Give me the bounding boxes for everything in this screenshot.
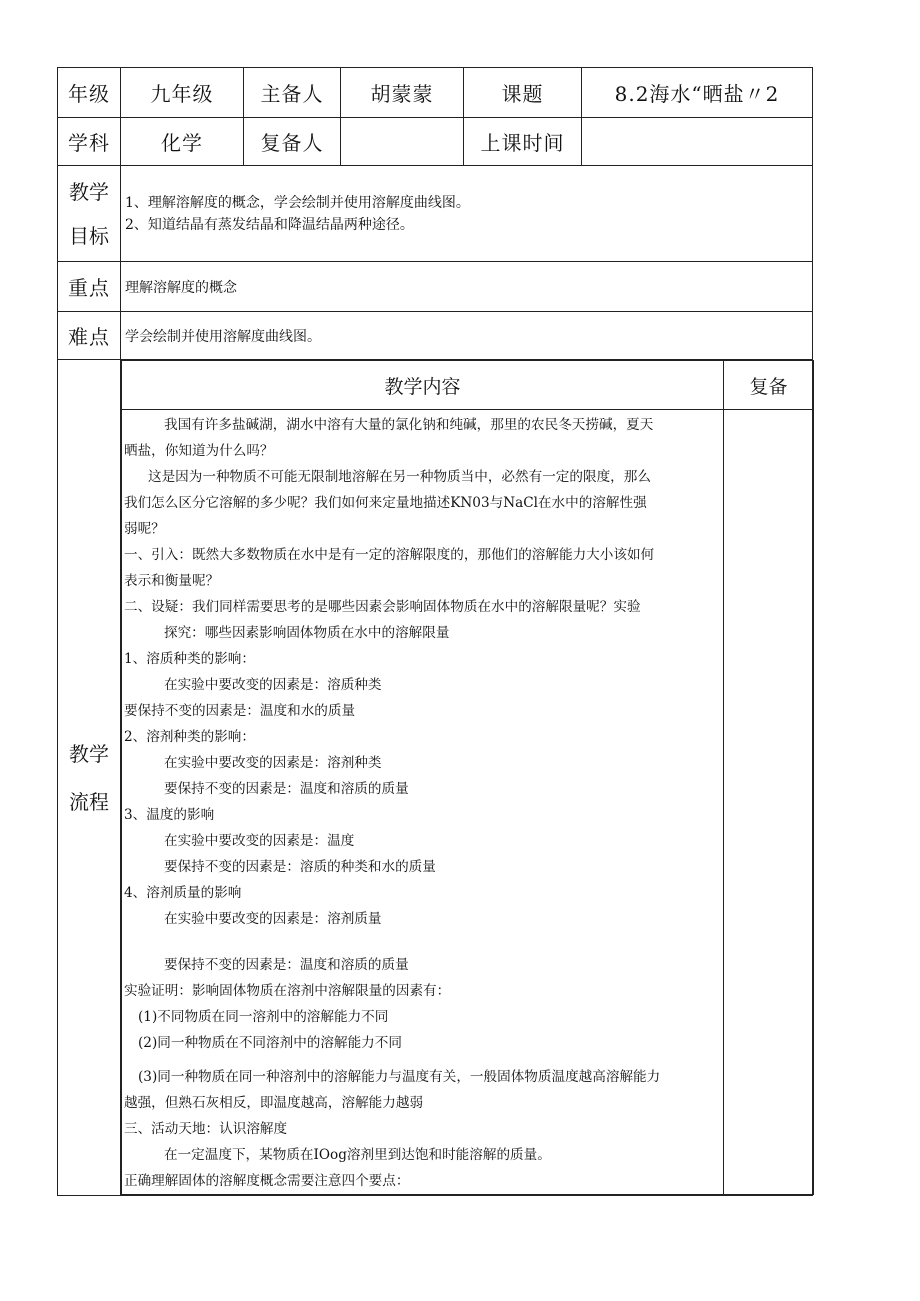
review-column — [724, 410, 814, 1195]
review-header: 复备 — [724, 361, 814, 410]
grade-value: 九年级 — [121, 68, 244, 118]
content-line: 在实验中要改变的因素是：溶剂质量 — [164, 911, 382, 927]
content-line: 在实验中要改变的因素是：温度 — [164, 833, 355, 849]
content-line: 弱呢？ — [124, 521, 165, 537]
content-line: 1、溶质种类的影响： — [124, 651, 255, 667]
content-line: 要保持不变的因素是：温度和水的质量 — [124, 703, 356, 719]
content-line: 我们怎么区分它溶解的多少呢？我们如何来定量地描述KN03与NaCl在水中的溶解性强 — [124, 495, 647, 511]
key-point-label: 重点 — [58, 262, 121, 312]
content-line: 在实验中要改变的因素是：溶剂种类 — [164, 755, 382, 771]
key-point-text: 理解溶解度的概念 — [121, 262, 813, 312]
content-line: 二、设疑：我们同样需要思考的是哪些因素会影响固体物质在水中的溶解限量呢？实验 — [124, 599, 641, 615]
content-line: (1)不同物质在同一溶剂中的溶解能力不同 — [138, 1009, 389, 1025]
content-line: 正确理解固体的溶解度概念需要注意四个要点： — [124, 1173, 410, 1189]
content-line: (3)同一种物质在同一种溶剂中的溶解能力与温度有关，一般固体物质温度越高溶解能力 — [138, 1069, 661, 1085]
grade-label: 年级 — [58, 68, 121, 118]
content-line: 4、溶剂质量的影响 — [124, 885, 242, 901]
content-line: 要保持不变的因素是：温度和溶质的质量 — [164, 781, 409, 797]
objectives-label — [58, 166, 121, 262]
content-line: 2、溶剂种类的影响： — [124, 729, 255, 745]
flow-section — [121, 360, 813, 1196]
subject-value: 化学 — [121, 118, 244, 166]
objective-item: 1、理解溶解度的概念，学会绘制并使用溶解度曲线图。 — [125, 194, 470, 211]
co-preparer-label: 复备人 — [244, 118, 341, 166]
content-line: 在实验中要改变的因素是：溶质种类 — [164, 677, 382, 693]
teaching-content — [122, 410, 724, 1195]
content-line: 实验证明：影响固体物质在溶剂中溶解限量的因素有： — [124, 983, 451, 999]
topic-value: 8.2海水“晒盐〃2 — [582, 68, 813, 118]
content-line: 表示和衡量呢？ — [124, 573, 220, 589]
objectives-label-top: 教学 — [69, 179, 109, 204]
lesson-plan-table — [57, 67, 813, 1196]
objective-item: 2、知道结晶有蒸发结晶和降温结晶两种途径。 — [125, 216, 414, 233]
objectives-label-bottom: 目标 — [69, 223, 109, 248]
content-line: 越强，但熟石灰相反，即温度越高，溶解能力越弱 — [124, 1095, 424, 1111]
content-line: (2)同一种物质在不同溶剂中的溶解能力不同 — [138, 1035, 402, 1051]
content-line: 要保持不变的因素是：溶质的种类和水的质量 — [164, 859, 436, 875]
subject-label: 学科 — [58, 118, 121, 166]
objectives-content — [121, 166, 813, 262]
content-line: 在一定温度下，某物质在IOog溶剂里到达饱和时能溶解的质量。 — [164, 1147, 551, 1163]
content-line: 三、活动天地：认识溶解度 — [124, 1121, 288, 1137]
topic-label: 课题 — [464, 68, 582, 118]
content-line: 3、温度的影响 — [124, 807, 215, 823]
content-header: 教学内容 — [122, 361, 724, 410]
content-line: 晒盐，你知道为什么吗？ — [124, 443, 274, 459]
content-line: 这是因为一种物质不可能无限制地溶解在另一种物质当中，必然有一定的限度，那么 — [148, 469, 651, 485]
class-time-label: 上课时间 — [464, 118, 582, 166]
lead-preparer-label: 主备人 — [244, 68, 341, 118]
lead-preparer-value: 胡蒙蒙 — [341, 68, 464, 118]
flow-label-top: 教学 — [69, 741, 109, 766]
content-line: 要保持不变的因素是：温度和溶质的质量 — [164, 957, 409, 973]
content-line: 探究：哪些因素影响固体物质在水中的溶解限量 — [164, 625, 450, 641]
class-time-value — [582, 118, 813, 166]
flow-inner-table — [121, 360, 814, 1195]
content-line: 一、引入：既然大多数物质在水中是有一定的溶解限度的，那他们的溶解能力大小该如何 — [124, 547, 655, 563]
co-preparer-value — [341, 118, 464, 166]
flow-label — [58, 360, 121, 1196]
flow-label-bottom: 流程 — [69, 789, 109, 814]
content-line: 我国有许多盐碱湖，湖水中溶有大量的氯化钠和纯碱，那里的农民冬天捞碱，夏天 — [164, 417, 654, 433]
difficulty-text: 学会绘制并使用溶解度曲线图。 — [121, 312, 813, 360]
difficulty-label: 难点 — [58, 312, 121, 360]
